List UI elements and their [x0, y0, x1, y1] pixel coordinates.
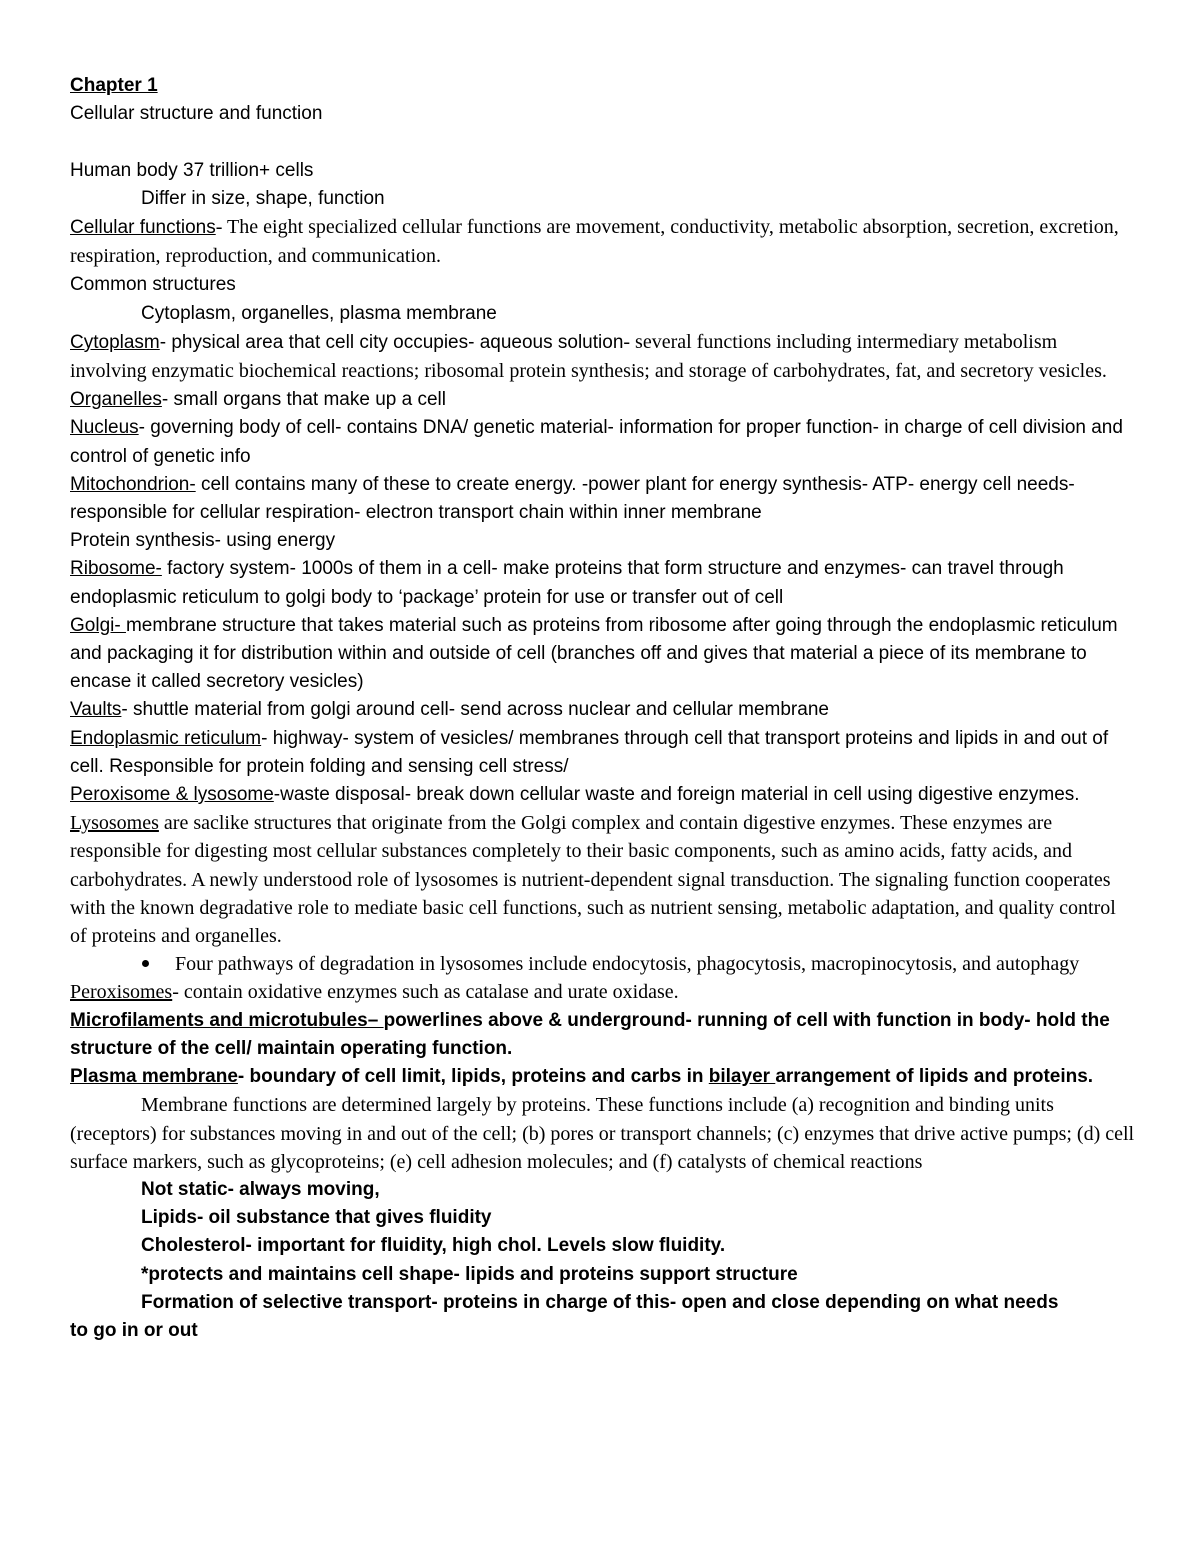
protects-line: *protects and maintains cell shape- lipids and proteins support structure	[141, 1263, 798, 1285]
plasma-text1: - boundary of cell limit, lipids, proteins and carbs in	[237, 1066, 709, 1088]
golgi-para	[70, 612, 1136, 697]
plasma-text2: arrangement of lipids and proteins.	[775, 1066, 1094, 1088]
lysosome-bullet-item	[70, 950, 1136, 978]
vaults-para	[70, 696, 1136, 724]
spacer	[70, 128, 1136, 156]
formation-line: Formation of selective transport- proteins in charge of this- open and close depending on what needs	[141, 1291, 1059, 1313]
mitochondrion-text: cell contains many of these to create energy. -power plant for energy synthesis- ATP- energy cell needs- responsible for cellular respiration- electron transport chain within inner membrane	[70, 473, 1075, 524]
cytoplasm-bold: - physical area that cell city occupies- aqueous solution	[159, 331, 624, 353]
peroxisome-lysosome-text: -waste disposal- break down cellular waste and foreign material in cell using digestive enzymes.	[273, 784, 1080, 806]
protein-synthesis-line: Protein synthesis- using energy	[70, 530, 336, 552]
peroxisomes-text: - contain oxidative enzymes such as catalase and urate oxidase.	[172, 981, 679, 1004]
common-structures-heading: Common structures	[70, 274, 236, 296]
term-golgi: Golgi-	[70, 614, 126, 636]
nucleus-para	[70, 414, 1136, 470]
cell-differ: Differ in size, shape, function	[141, 187, 385, 209]
term-ribosome: Ribosome-	[70, 558, 162, 580]
er-para	[70, 725, 1136, 781]
lysosomes-text: are saclike structures that originate from the Golgi complex and contain digestive enzymes. These enzymes are responsible for digesting most cellular substances completely to their basic components, such as amino acids, fatty acids, and carbohydrates. A newly understood role of lysosomes is nutrient-dependent signal transduction. The signaling function cooperates with the known degradative role to mediate basic cell functions, such as nutrient sensing, metabolic adaptation, and quality control of proteins and organelles.	[70, 812, 1116, 948]
term-mitochondrion: Mitochondrion-	[70, 473, 196, 495]
golgi-text: membrane structure that takes material such as proteins from ribosome after going through the endoplasmic reticulum and packaging it for distribution within and outside of cell (branches off and gives that material a piece of its membrane to encase it called secretory vesicles)	[70, 614, 1118, 693]
not-static-line: Not static- always moving,	[141, 1178, 380, 1200]
lysosome-bullet-text: Four pathways of degradation in lysosomes include endocytosis, phagocytosis, macropinocytosis, and autophagy	[175, 953, 1080, 976]
cholesterol-line: Cholesterol- important for fluidity, high chol. Levels slow fluidity.	[141, 1235, 726, 1257]
mitochondrion-para	[70, 471, 1136, 527]
cytoplasm-text: - several functions including intermediary metabolism involving enzymatic biochemical reactions; ribosomal protein synthesis; and storage of carbohydrates, fat, and secretory vesicles.	[70, 330, 1107, 383]
ribosome-text: factory system- 1000s of them in a cell- make proteins that form structure and enzymes- can travel through endoplasmic reticulum to golgi body to ‘package’ protein for use or transfer out of cell	[70, 558, 1064, 608]
common-structures-items: Cytoplasm, organelles, plasma membrane	[141, 302, 497, 324]
term-plasma: Plasma membrane	[70, 1066, 238, 1088]
term-lysosomes: Lysosomes	[70, 812, 159, 835]
er-text: - highway- system of vesicles/ membranes through cell that transport proteins and lipids in and out of cell. Responsible for protein folding and sensing cell stress/	[70, 727, 1109, 777]
cellular-functions-text: - The eight specialized cellular functions are movement, conductivity, metabolic absorption, secretion, excretion, respiration, reproduction, and communication.	[70, 216, 1119, 268]
term-vaults: Vaults	[70, 699, 122, 721]
micro-para	[70, 1007, 1136, 1063]
formation-line-cont: to go in or out	[70, 1319, 198, 1341]
term-nucleus: Nucleus	[70, 417, 139, 439]
lipids-line: Lipids- oil substance that gives fluidity	[141, 1207, 492, 1229]
micro-text: powerlines above & underground- running of cell with function in body- hold the structure of the cell/ maintain operating function.	[70, 1009, 1110, 1059]
term-er: Endoplasmic reticulum	[70, 727, 262, 749]
bullet-icon	[142, 960, 149, 967]
cytoplasm-para	[70, 328, 1136, 386]
membrane-functions-para: Membrane functions are determined largely by proteins. These functions include (a) recognition and binding units (receptors) for substances moving in and out of the cell; (b) pores or transport channels; (c) enzymes that drive active pumps; (d) cell surface markers, such as glycoproteins; (e) cell adhesion molecules; and (f) catalysts of chemical reactions	[70, 1094, 1135, 1173]
vaults-text: - shuttle material from golgi around cell- send across nuclear and cellular membrane	[121, 699, 829, 721]
organelles-text: - small organs that make up a cell	[161, 389, 446, 411]
term-bilayer: bilayer	[708, 1066, 776, 1088]
chapter-title: Chapter 1	[70, 75, 158, 96]
term-micro: Microfilaments and microtubules–	[70, 1009, 384, 1031]
term-cellular-functions: Cellular functions	[70, 217, 216, 238]
plasma-para	[70, 1063, 1136, 1091]
term-cytoplasm: Cytoplasm	[70, 331, 160, 353]
ribosome-para	[70, 555, 1136, 611]
term-organelles: Organelles	[70, 389, 162, 411]
cellular-functions-para	[70, 213, 1136, 271]
organelles-para	[70, 386, 1136, 414]
lysosomes-para	[70, 809, 1136, 950]
term-peroxisome-lysosome: Peroxisome & lysosome	[70, 784, 274, 806]
document-page	[70, 72, 1136, 1345]
peroxisome-lysosome-para	[70, 781, 1136, 809]
chapter-subtitle: Cellular structure and function	[70, 103, 323, 125]
term-peroxisomes: Peroxisomes	[70, 981, 173, 1004]
cell-count: Human body 37 trillion+ cells	[70, 159, 314, 181]
nucleus-text: - governing body of cell- contains DNA/ genetic material- information for proper function- in charge of cell division and control of genetic info	[70, 417, 1123, 467]
peroxisomes-para	[70, 978, 1136, 1006]
